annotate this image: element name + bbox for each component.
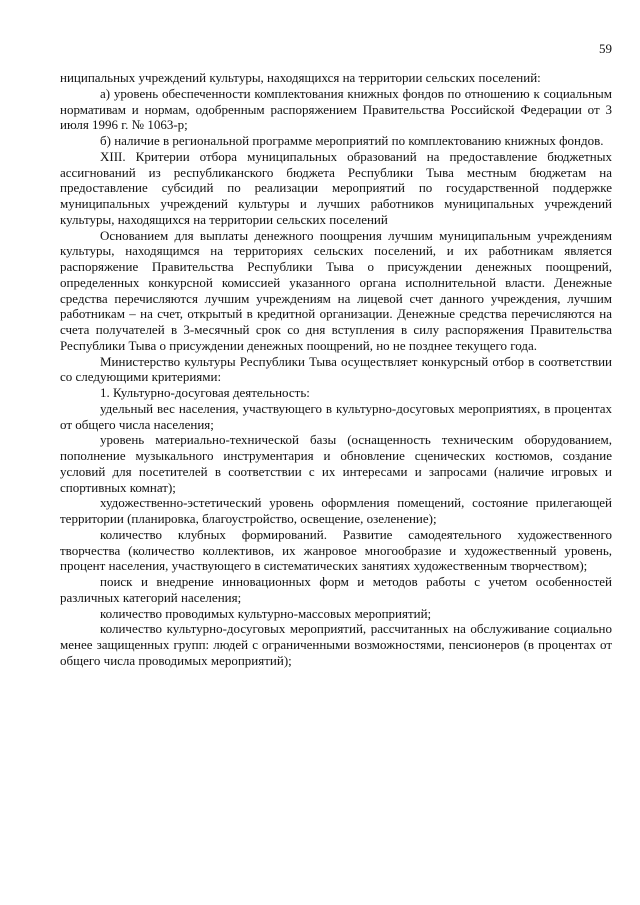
paragraph: Министерство культуры Республики Тыва осуществляет конкурсный отбор в соответствии со следующими критериями: xyxy=(60,353,612,385)
page-number: 59 xyxy=(599,41,612,56)
paragraph: 1. Культурно-досуговая деятельность: xyxy=(100,385,310,400)
paragraph: уровень материально-технической базы (оснащенность техническим оборудованием, пополнение музыкального инструментария и обновление сценических костюмов, создание условий для посетителей в соответствии с их интересами и запросами (наличие игровых и спортивных комнат); xyxy=(60,432,612,495)
paragraph: поиск и внедрение инновационных форм и методов работы с учетом особенностей различных категорий населения; xyxy=(60,574,612,605)
paragraph: б) наличие в региональной программе мероприятий по комплектованию книжных фондов. xyxy=(100,133,604,148)
paragraph: ниципальных учреждений культуры, находящихся на территории сельских поселений: xyxy=(60,70,541,85)
paragraph: Основанием для выплаты денежного поощрения лучшим муниципальным учреждениям культуры, находящимся на территориях сельских поселений, и их работникам является распоряжение Правительства Республики Тыва о присуждении денежных поощрений, определенных конкурсной комиссией указанного органа исполнительной власти. Денежные средства перечисляются лучшим учреждениям на лицевой счет данного учреждения, лучшим работникам – на счет, открытый в кредитной организации. Денежные средства перечисляются на счета получателей в 3-месячный срок со дня вступления в силу распоряжения Правительства Республики Тыва о присуждении денежных поощрений, но не позднее текущего года. xyxy=(60,227,612,353)
paragraph: а) уровень обеспеченности комплектования книжных фондов по отношению к социальным нормативам и нормам, одобренным распоряжением Правительства Российской Федерации от 3 июля 1996 г. № 1063-р; xyxy=(60,85,612,133)
paragraph: количество клубных формирований. Развитие самодеятельного художественного творчества (количество коллективов, их жанровое многообразие и художественный уровень, процент населения, участвующего в систематических занятиях художественным творчеством); xyxy=(60,526,612,574)
paragraph: художественно-эстетический уровень оформления помещений, состояние прилегающей территории (планировка, благоустройство, освещение, озеленение); xyxy=(60,495,612,526)
paragraph: XIII. Критерии отбора муниципальных образований на предоставление бюджетных ассигнований из республиканского бюджета Республики Тыва местным бюджетам на предоставление субсидий по реализации мероприятий по государственной поддержке муниципальных учреждений культуры и лучших работников муниципальных учреждений культуры, находящихся на территории сельских поселений xyxy=(60,148,612,227)
paragraph: количество культурно-досуговых мероприятий, рассчитанных на обслуживание социально менее защищенных групп: людей с ограниченными возможностями, пенсионеров (в процентах от общего числа проводимых мероприятий); xyxy=(60,621,612,668)
paragraph: количество проводимых культурно-массовых мероприятий; xyxy=(100,605,432,621)
paragraph: удельный вес населения, участвующего в культурно-досуговых мероприятиях, в процентах от общего числа населения; xyxy=(60,400,612,432)
document-body xyxy=(60,70,612,669)
